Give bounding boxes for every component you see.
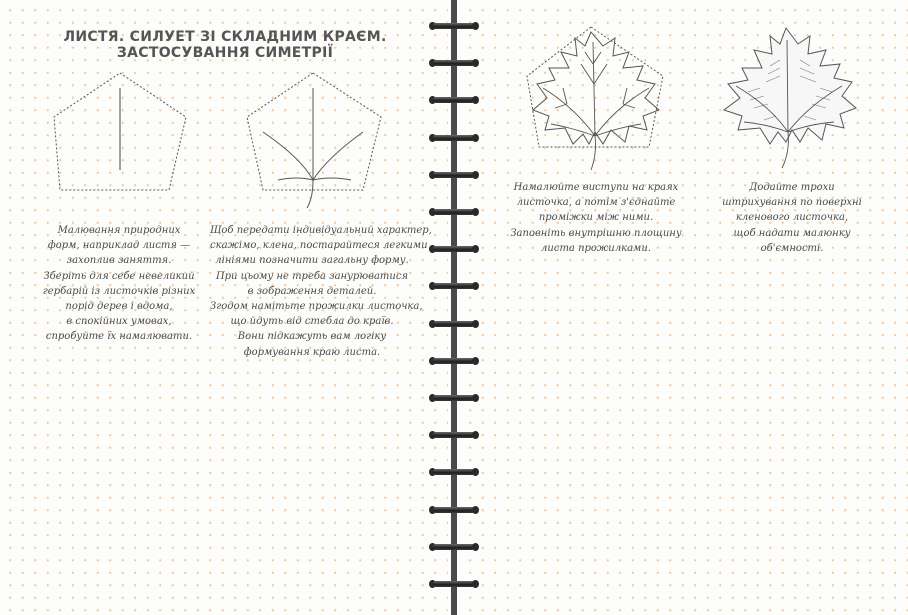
caption-shading-line: штрихування по поверхні [722,197,862,209]
caption-shading [712,180,872,256]
caption-veins-line: Щоб передати індивідуальний характер, [210,225,432,236]
caption-veins [210,223,432,360]
spiral-ring [429,504,479,516]
caption-intro-line: Зберіть для себе невеликий [43,270,195,282]
caption-veins-line: Вони підкажуть вам логіку [237,331,387,343]
caption-edges [510,180,682,256]
pentagon-axis-sketch [50,70,192,194]
shaded-maple-leaf [720,26,860,171]
spiral-ring [429,541,479,553]
caption-veins-line: в зображення деталей. [247,285,377,297]
spiral-ring [429,578,479,590]
caption-veins-line: лініями позначити загальну форму. [215,255,409,267]
caption-shading-line: Додайте трохи [749,182,835,193]
spiral-ring [429,280,479,292]
caption-veins-line: скажімо, клена, постарайтеся легкими [210,240,428,252]
spiral-ring [429,355,479,367]
spiral-ring [429,206,479,218]
pentagon-veins-sketch [243,70,385,215]
caption-intro [34,223,204,345]
caption-intro-line: гербарій із листочків різних [42,285,196,297]
caption-intro-line: захоплив заняття. [66,255,172,267]
spiral-ring [429,20,479,32]
caption-intro-line: порід дерев і вдома, [65,301,173,313]
caption-intro-line: спробуйте їх намалювати. [45,331,193,343]
caption-veins-line: При цьому не треба занурюватися [215,270,409,282]
caption-edges-line: листа прожилками. [541,242,651,254]
caption-shading-line: щоб надати малюнку [733,227,851,239]
spiral-ring [429,466,479,478]
page-title [60,29,390,61]
caption-edges-line: Заповніть внутрішню площину [510,227,682,239]
caption-intro-line: в спокійних умовах, [66,316,172,328]
title-line-1: ЛИСТЯ. СИЛУЕТ ЗІ СКЛАДНИМ КРАЄМ. [63,29,387,45]
caption-edges-line: проміжки між ними. [538,212,654,224]
spiral-ring [429,243,479,255]
spiral-ring [429,132,479,144]
spiral-ring [429,94,479,106]
spiral-ring [429,429,479,441]
spiral-spine [451,0,457,615]
caption-veins-line: формування краю листа. [243,346,381,358]
caption-intro-line: форм, наприклад листя — [47,240,191,252]
caption-veins-line: Згодом намітьте прожилки листочка, [210,301,423,313]
caption-shading-line: кленового листочка, [735,212,849,224]
spiral-ring [429,57,479,69]
spiral-ring [429,392,479,404]
caption-intro-line: Малювання природних [57,225,181,236]
spiral-ring [429,318,479,330]
caption-shading-line: об'ємності. [760,242,824,254]
spiral-ring [429,169,479,181]
title-line-2: ЗАСТОСУВАННЯ СИМЕТРІЇ [116,45,334,61]
caption-edges-line: листочка, а потім з'єднайте [516,197,676,209]
caption-edges-line: Намалюйте виступи на краях [513,182,679,193]
caption-veins-line: що йдуть від стебла до країв. [230,316,394,328]
maple-outline-sketch [525,24,670,174]
